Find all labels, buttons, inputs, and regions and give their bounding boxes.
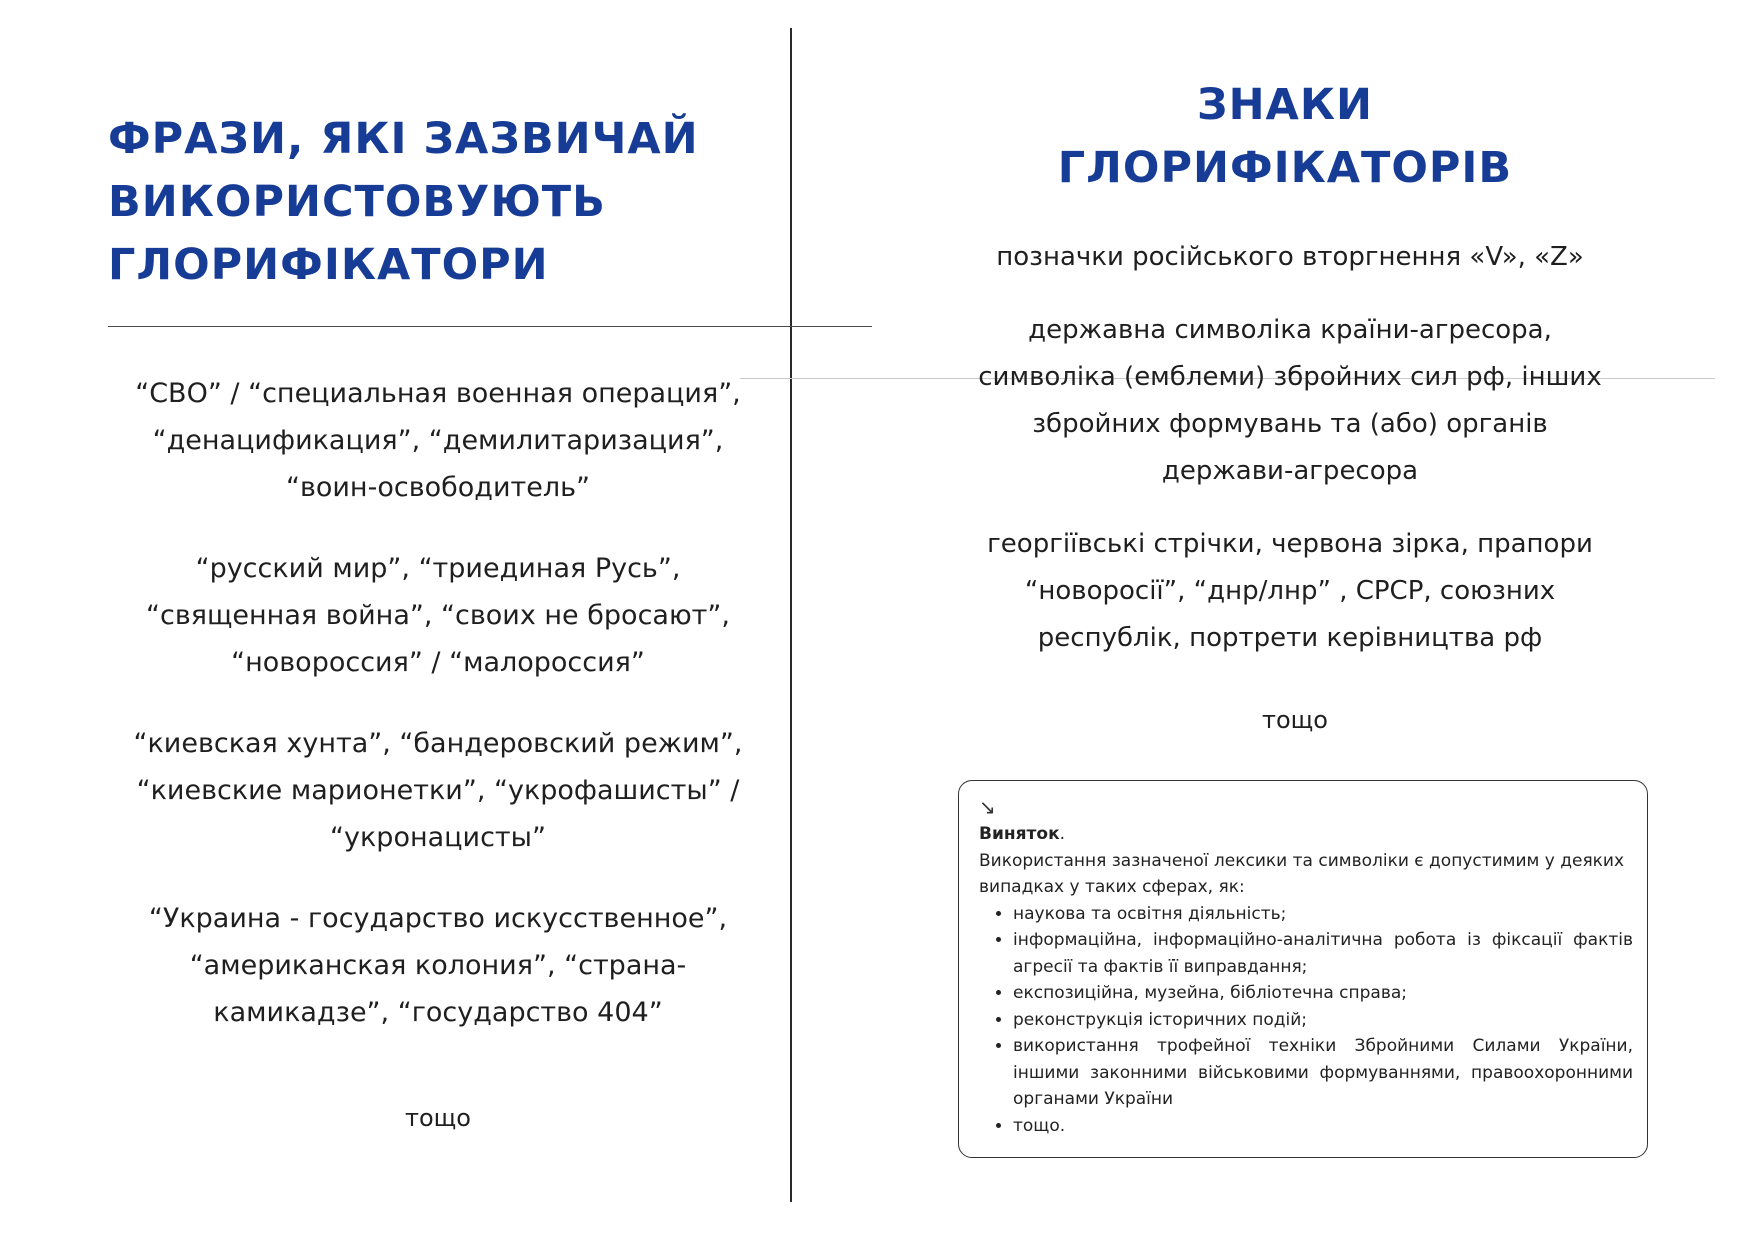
phrases-list [108, 370, 768, 1070]
exception-item: • тощо. [1013, 1113, 1633, 1140]
phrase-line: “русский мир”, “триединая Русь”, [195, 553, 681, 584]
phrase-line: камикадзе”, “государство 404” [213, 997, 663, 1028]
center-divider [790, 28, 792, 1202]
exception-list [979, 901, 1633, 1140]
exception-item: • експозиційна, музейна, бібліотечна справа; [1013, 980, 1633, 1007]
left-page-title [108, 108, 788, 297]
phrase-line: “укронацисты” [330, 822, 546, 853]
phrase-line: “воин-освободитель” [285, 472, 591, 503]
exception-heading [979, 821, 1633, 848]
phrase-line: “американская колония”, “страна- [189, 950, 687, 981]
right-title-line: ЗНАКИ [1197, 80, 1373, 130]
sign-line: збройних формувань та (або) органів [1032, 409, 1548, 439]
left-title-line: ВИКОРИСТОВУЮТЬ [108, 177, 606, 227]
signs-list [940, 234, 1640, 688]
exception-title: Виняток [979, 824, 1060, 844]
sign-line: георгіївські стрічки, червона зірка, прапори [987, 529, 1593, 559]
left-title-rule [108, 326, 872, 327]
phrase-group [108, 370, 768, 511]
sign-group [940, 521, 1640, 662]
phrase-line: “киевская хунта”, “бандеровский режим”, [133, 728, 743, 759]
sign-line: “новоросії”, “днр/лнр” , СРСР, союзних [1024, 576, 1556, 606]
exception-item: • використання трофейної техніки Збройними Силами України, іншими законними військовими формуваннями, правоохоронними органами України [1013, 1033, 1633, 1113]
right-etc: тощо [1262, 706, 1328, 734]
phrase-group [108, 895, 768, 1036]
arrow-down-right-icon: ↘ [979, 795, 996, 819]
phrase-line: “СВО” / “специальная военная операция”, [135, 378, 741, 409]
phrase-line: “священная война”, “своих не бросают”, [146, 600, 730, 631]
exception-title-period: . [1059, 824, 1066, 844]
sign-group [940, 307, 1640, 495]
phrase-group [108, 720, 768, 861]
left-title-line: ФРАЗИ, ЯКІ ЗАЗВИЧАЙ [108, 114, 699, 164]
exception-item: • наукова та освітня діяльність; [1013, 901, 1633, 928]
exception-box [958, 780, 1648, 1158]
left-etc: тощо [405, 1104, 471, 1132]
right-title-line: ГЛОРИФІКАТОРІВ [1057, 143, 1513, 193]
exception-item: • реконструкція історичних подій; [1013, 1007, 1633, 1034]
exception-item: • інформаційна, інформаційно-аналітична робота із фіксації фактів агресії та фактів її виправдання; [1013, 927, 1633, 980]
exception-intro: Використання зазначеної лексики та символіки є допустимим у деяких випадках у таких сферах, як: [979, 850, 1625, 897]
right-page-title [960, 74, 1610, 200]
sign-line: позначки російського вторгнення «V», «Z» [996, 242, 1584, 272]
phrase-group [108, 545, 768, 686]
sign-line: держави-агресора [1161, 456, 1419, 486]
sign-line: державна символіка країни-агресора, [1028, 315, 1552, 345]
sign-line: республік, портрети керівництва рф [1037, 623, 1543, 653]
left-title-line: ГЛОРИФІКАТОРИ [108, 240, 549, 290]
phrase-line: “киевские марионетки”, “укрофашисты” / [136, 775, 740, 806]
sign-group [940, 234, 1640, 281]
phrase-line: “новороссия” / “малороссия” [231, 647, 645, 678]
phrase-line: “Украина - государство искусственное”, [148, 903, 728, 934]
sign-line: символіка (емблеми) збройних сил рф, інших [978, 362, 1602, 392]
phrase-line: “денацификация”, “демилитаризация”, [152, 425, 724, 456]
